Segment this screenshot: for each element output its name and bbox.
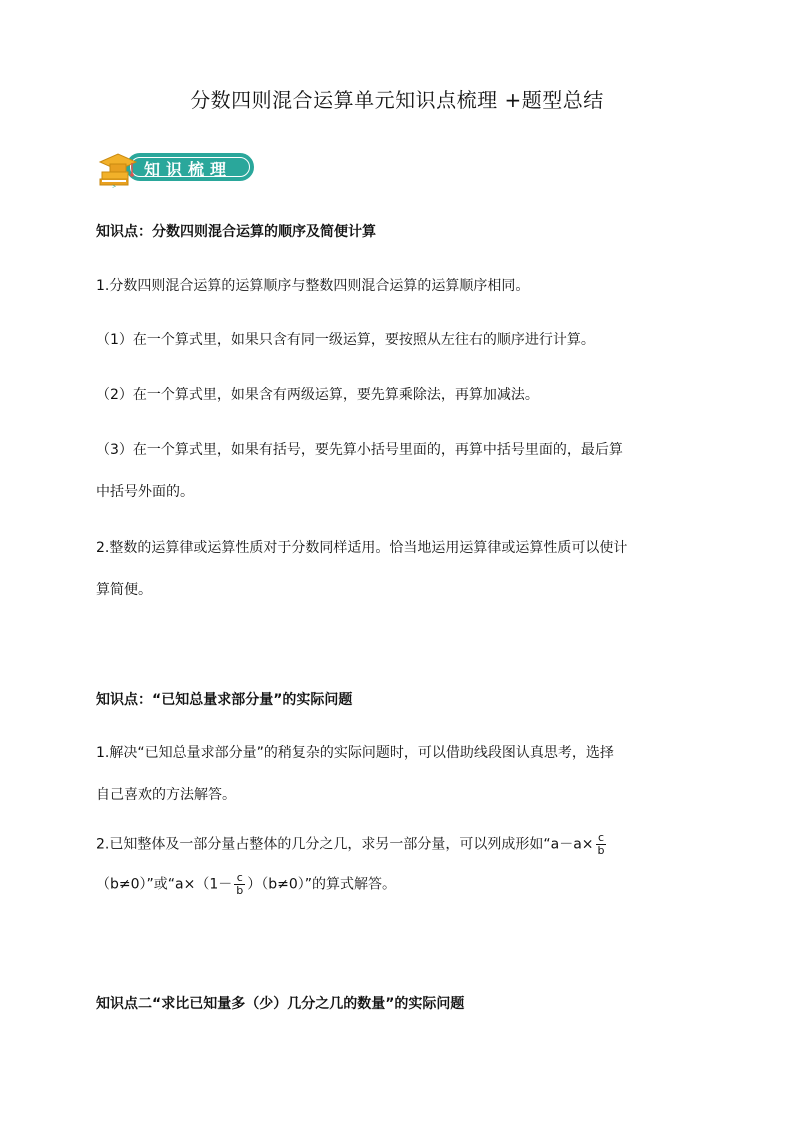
paragraph: 1.分数四则混合运算的运算顺序与整数四则混合运算的运算顺序相同。 (96, 278, 530, 294)
paragraph: 2.整数的运算律或运算性质对于分数同样适用。恰当地运用运算律或运算性质可以使计 (96, 540, 628, 556)
fraction-numerator: c (596, 832, 607, 845)
section-heading-2: 知识点：“已知总量求部分量”的实际问题 (96, 692, 353, 708)
fraction-numerator: c (234, 872, 245, 885)
formula-paragraph (96, 832, 702, 857)
fraction (596, 832, 607, 857)
graduation-cap-book-icon (96, 148, 140, 190)
paragraph: （2）在一个算式里，如果含有两级运算，要先算乘除法，再算加减法。 (96, 387, 539, 403)
section-heading-3: 知识点二“求比已知量多（少）几分之几的数量”的实际问题 (96, 996, 465, 1012)
paragraph: 自己喜欢的方法解答。 (96, 787, 236, 803)
formula-paragraph (96, 872, 702, 897)
banner-label: 知识梳理 (144, 160, 233, 179)
formula-text: （b≠0）”或“a×（1－ (96, 876, 233, 893)
fraction (234, 872, 245, 897)
paragraph: （3）在一个算式里，如果有括号，要先算小括号里面的，再算中括号里面的，最后算 (96, 442, 623, 458)
formula-text: ）（b≠0）”的算式解答。 (247, 876, 397, 893)
paragraph: 算简便。 (96, 582, 152, 598)
paragraph: （1）在一个算式里，如果只含有同一级运算，要按照从左往右的顺序进行计算。 (96, 332, 595, 348)
paragraph: 1.解决“已知总量求部分量”的稍复杂的实际问题时，可以借助线段图认真思考，选择 (96, 745, 614, 761)
fraction-denominator: b (236, 884, 244, 897)
paragraph: 中括号外面的。 (96, 484, 194, 500)
fraction-denominator: b (597, 844, 605, 857)
page-title: 分数四则混合运算单元知识点梳理 +题型总结 (190, 88, 604, 112)
formula-text: 2.已知整体及一部分量占整体的几分之几，求另一部分量，可以列成形如“a－a× (96, 836, 594, 853)
svg-text:>: > (112, 184, 117, 190)
section-heading-1: 知识点：分数四则混合运算的顺序及简便计算 (96, 224, 376, 240)
section-banner (96, 148, 266, 190)
